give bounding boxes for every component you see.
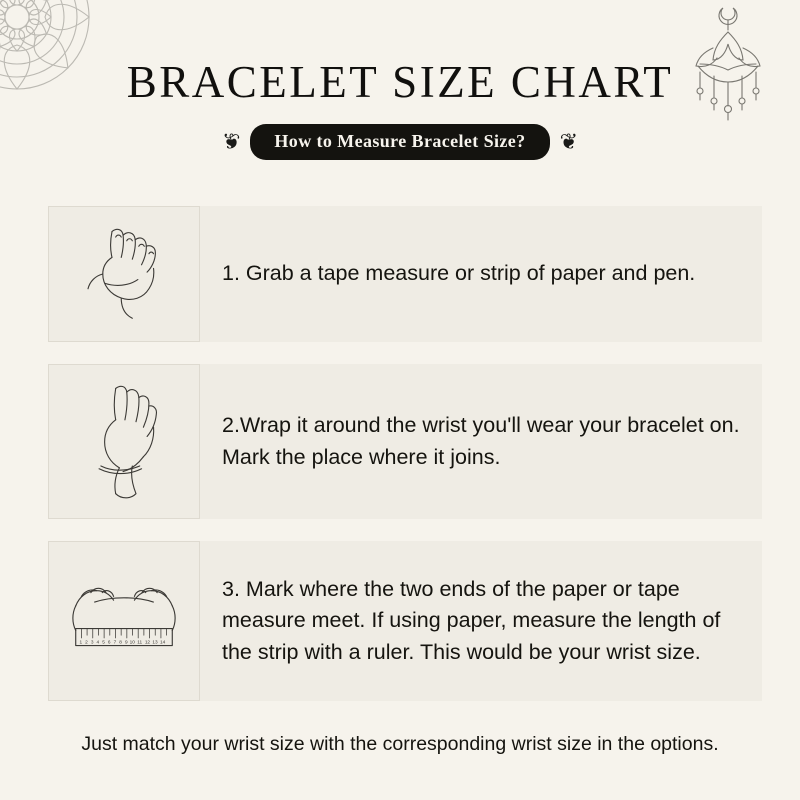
svg-text:3: 3 xyxy=(90,640,94,646)
flourish-right-icon: ❦ xyxy=(559,129,579,154)
step-1-text: 1. Grab a tape measure or strip of paper and pen. xyxy=(222,261,696,286)
step-1-image xyxy=(48,206,200,342)
svg-text:14: 14 xyxy=(159,640,166,646)
step-3-image xyxy=(48,541,200,701)
hands-measuring-with-ruler-illustration xyxy=(53,554,195,688)
step-3-text: 3. Mark where the two ends of the paper or tape measure meet. If using paper, measure the length of the strip with a ruler. This would be your wrist size. xyxy=(222,576,721,664)
svg-text:4: 4 xyxy=(96,640,100,646)
svg-text:5: 5 xyxy=(102,640,105,646)
svg-text:7: 7 xyxy=(113,640,117,646)
step-item xyxy=(0,541,800,701)
hand-wrapping-wrist-illustration xyxy=(64,376,184,508)
hand-with-tape-illustration xyxy=(64,218,184,330)
step-3-body xyxy=(200,541,762,701)
page-title: BRACELET SIZE CHART xyxy=(126,57,674,107)
step-1-body xyxy=(200,206,762,342)
step-item xyxy=(0,364,800,519)
subtitle-pill: How to Measure Bracelet Size? xyxy=(250,124,549,160)
svg-text:2: 2 xyxy=(85,640,88,646)
svg-text:9: 9 xyxy=(124,640,128,646)
step-2-body xyxy=(200,364,762,519)
svg-text:13: 13 xyxy=(152,640,158,646)
svg-text:1: 1 xyxy=(79,640,83,646)
flourish-left-icon: ❦ xyxy=(221,129,241,154)
subtitle-row xyxy=(0,124,800,160)
svg-text:12: 12 xyxy=(144,640,151,646)
svg-text:8: 8 xyxy=(119,640,122,646)
svg-text:6: 6 xyxy=(107,640,111,646)
footer-note: Just match your wrist size with the corresponding wrist size in the options. xyxy=(81,733,719,755)
step-2-image xyxy=(48,364,200,519)
step-2-text: 2.Wrap it around the wrist you'll wear your bracelet on. Mark the place where it joins. xyxy=(222,413,740,469)
steps-list xyxy=(0,206,800,723)
svg-text:11: 11 xyxy=(137,640,143,646)
step-item xyxy=(0,206,800,342)
svg-text:10: 10 xyxy=(129,640,135,646)
